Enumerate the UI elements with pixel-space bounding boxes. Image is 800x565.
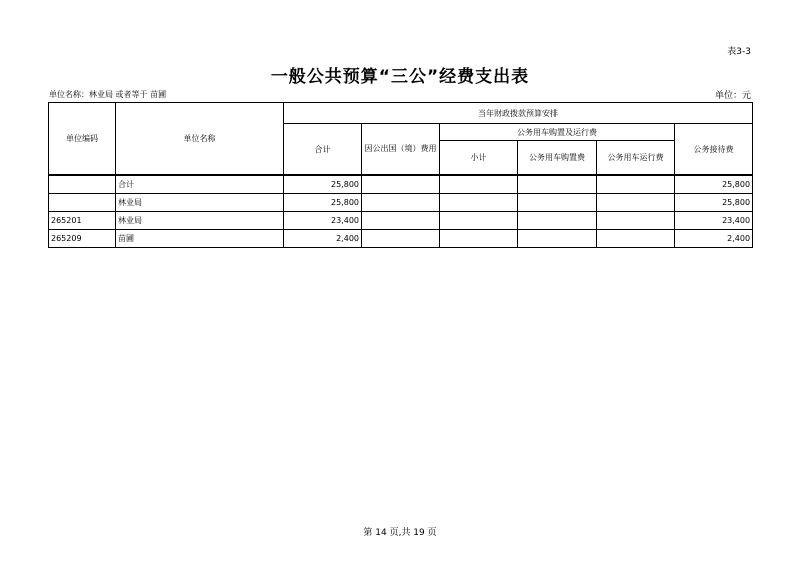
cell-reception: 25,800	[675, 175, 753, 194]
cell-reception: 2,400	[675, 230, 753, 248]
header-group-budget: 当年财政拨款预算安排	[284, 103, 753, 124]
cell-total: 25,800	[284, 175, 362, 194]
cell-subtotal	[440, 175, 518, 194]
page-footer: 第 14 页,共 19 页	[363, 528, 437, 538]
header-group-vehicle: 公务用车购置及运行费	[440, 124, 675, 141]
table-row	[49, 230, 753, 248]
cell-vehicle-purchase	[518, 212, 597, 230]
header-vehicle-purchase: 公务用车购置费	[518, 141, 597, 176]
cell-vehicle-operation	[597, 230, 675, 248]
cell-vehicle-purchase	[518, 175, 597, 194]
header-unit-name: 单位名称	[116, 103, 284, 176]
currency-unit-label: 单位：元	[714, 91, 751, 101]
cell-vehicle-operation	[597, 212, 675, 230]
cell-subtotal	[440, 212, 518, 230]
table-row	[49, 212, 753, 230]
cell-code: 265201	[49, 212, 116, 230]
cell-abroad	[362, 175, 440, 194]
cell-subtotal	[440, 194, 518, 212]
table-code: 表3-3	[727, 47, 751, 57]
cell-total: 25,800	[284, 194, 362, 212]
header-abroad: 因公出国（境）费用	[362, 124, 440, 176]
cell-code	[49, 175, 116, 194]
cell-reception: 25,800	[675, 194, 753, 212]
cell-code: 265209	[49, 230, 116, 248]
cell-reception: 23,400	[675, 212, 753, 230]
header-vehicle-operation: 公务用车运行费	[597, 141, 675, 176]
cell-subtotal	[440, 230, 518, 248]
table-header	[49, 103, 753, 176]
budget-table	[48, 102, 753, 248]
cell-code	[49, 194, 116, 212]
unit-name-label: 单位名称：林业局 或者等于 苗圃	[49, 90, 167, 99]
cell-total: 23,400	[284, 212, 362, 230]
header-reception: 公务接待费	[675, 124, 753, 176]
cell-name: 合计	[116, 175, 284, 194]
table-row	[49, 175, 753, 194]
table-row	[49, 194, 753, 212]
cell-abroad	[362, 194, 440, 212]
cell-name: 苗圃	[116, 230, 284, 248]
header-unit-code: 单位编码	[49, 103, 116, 176]
table-body	[49, 175, 753, 248]
cell-abroad	[362, 230, 440, 248]
cell-vehicle-purchase	[518, 230, 597, 248]
cell-abroad	[362, 212, 440, 230]
header-subtotal: 小计	[440, 141, 518, 176]
cell-total: 2,400	[284, 230, 362, 248]
header-total: 合计	[284, 124, 362, 176]
cell-vehicle-operation	[597, 175, 675, 194]
cell-name: 林业局	[116, 212, 284, 230]
page-title: 一般公共预算“三公”经费支出表	[270, 67, 530, 87]
cell-vehicle-operation	[597, 194, 675, 212]
cell-name: 林业局	[116, 194, 284, 212]
cell-vehicle-purchase	[518, 194, 597, 212]
